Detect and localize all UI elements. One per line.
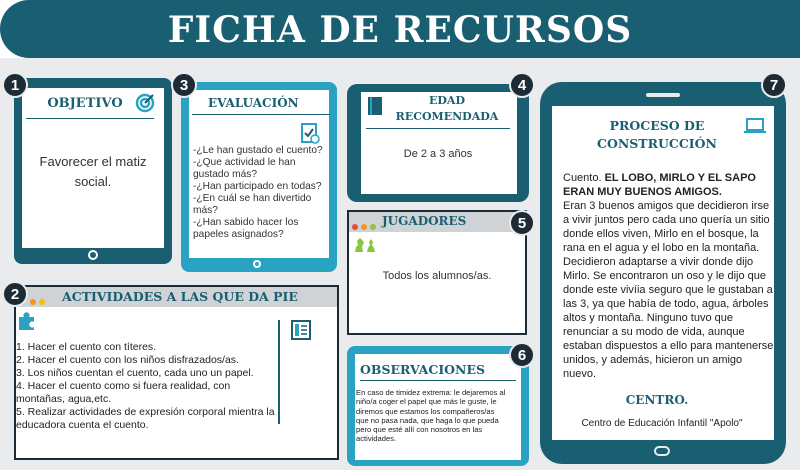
evaluacion-line: -¿Que actividad le han gustado más? (193, 157, 296, 180)
observaciones-text: En caso de timidez extrema: le dejaremos al niño/a coger el papel que más le guste, le diremos que estamos los compañeros/as que no pasa nada, que haga lo que pueda pero que esté allí con nosotros en las actividades. (356, 388, 506, 444)
dot-icon (352, 224, 358, 230)
actividad-item: 1. Hacer el cuento con títeres. (16, 341, 157, 353)
evaluacion-title: EVALUACIÓN (208, 96, 299, 110)
section-number-3: 3 (171, 72, 197, 98)
proceso-story-title: EL LOBO, MIRLO Y EL SAPO ERAN MUY BUENOS AMIGOS. (563, 172, 756, 198)
page-title: FICHA DE RECURSOS (167, 9, 633, 51)
evaluacion-list (193, 145, 331, 241)
jugadores-title: JUGADORES (382, 214, 467, 228)
proceso-title-line1: PROCESO DE (609, 118, 705, 133)
actividad-item: 2. Hacer el cuento con los niños disfrazados/as. (16, 354, 239, 366)
dot-icon (39, 299, 45, 305)
evaluacion-title-underline (192, 114, 330, 115)
proceso-title-line2: CONSTRUCCIÓN (597, 136, 717, 151)
observaciones-title: OBSERVACIONES (360, 362, 486, 377)
section-number-7: 7 (761, 72, 787, 98)
actividad-item: 3. Los niños cuentan el cuento, cada uno un papel. (16, 367, 254, 379)
evaluacion-line: -¿Han sabido hacer los papeles asignados? (193, 217, 299, 240)
puzzle-icon (17, 311, 37, 331)
proceso-body (563, 171, 775, 381)
chess-icon (353, 236, 379, 254)
book-icon (366, 96, 384, 116)
edad-title-line1: EDAD (429, 94, 465, 107)
laptop-icon (744, 118, 766, 134)
evaluacion-line: -¿En cuál se han divertido más? (193, 193, 312, 216)
section-number-1: 1 (2, 72, 28, 98)
evaluacion-line: -¿Le han gustado el cuento? (193, 145, 323, 156)
news-icon (291, 320, 311, 340)
home-button-icon (253, 260, 261, 268)
edad-text: De 2 a 3 años (403, 148, 473, 160)
proceso-intro: Cuento. (563, 172, 602, 184)
centro-label: CENTRO. (625, 393, 689, 407)
home-button-icon (88, 250, 98, 260)
edad-title-underline (366, 128, 510, 129)
jugadores-text: Todos los alumnos/as. (382, 270, 492, 282)
dot-icon (361, 224, 367, 230)
actividad-item: 4. Hacer el cuento como si fuera realidad, con montañas, agua,etc. (16, 380, 231, 405)
actividades-side-line (278, 320, 280, 424)
target-icon (135, 93, 155, 113)
speaker-icon (646, 93, 680, 97)
objetivo-text: Favorecer el matiz social. (39, 154, 147, 189)
centro-name: Centro de Educación Infantil "Apolo" (581, 418, 743, 429)
proceso-story: Eran 3 buenos amigos que decidieron irse a vivir juntos pero cada uno quería un sitio donde ellos viven, Mirlo en el bosque, la rana en el agua y el lobo en la montaña. Decidieron adaptarse a vivir donde dijo Mirlo. Se encontraron un oso y le dijo que donde este vivíia seguro que le gustaban a las 3, ya que había de todo, agua, árboles altos y montaña. Ninguno tuvo que renunciar a su modo de vida, aunque estaban dispuestos a ello para mantenerse unidos, y además, hicieron un amigo nuevo. (563, 200, 774, 380)
dot-icon (30, 299, 36, 305)
observaciones-underline (360, 380, 516, 381)
section-number-6: 6 (509, 342, 535, 368)
evaluacion-line: -¿Han participado en todas? (193, 181, 322, 192)
section-number-4: 4 (509, 72, 535, 98)
actividades-title: ACTIVIDADES A LAS QUE DA PIE (62, 289, 298, 304)
objetivo-title: OBJETIVO (47, 96, 123, 111)
window-dots (30, 292, 48, 300)
checklist-icon (300, 122, 320, 144)
edad-screen (361, 92, 517, 194)
actividad-item: 5. Realizar actividades de expresión corporal mientra la educadora cuenta el cuento. (16, 406, 275, 431)
phone-home-button (654, 446, 670, 456)
dot-icon (370, 224, 376, 230)
section-number-2: 2 (2, 281, 28, 307)
objetivo-divider (26, 118, 154, 119)
edad-title-line2: RECOMENDADA (395, 110, 499, 123)
window-dots (352, 217, 379, 225)
actividades-list (16, 341, 276, 432)
section-number-5: 5 (509, 210, 535, 236)
